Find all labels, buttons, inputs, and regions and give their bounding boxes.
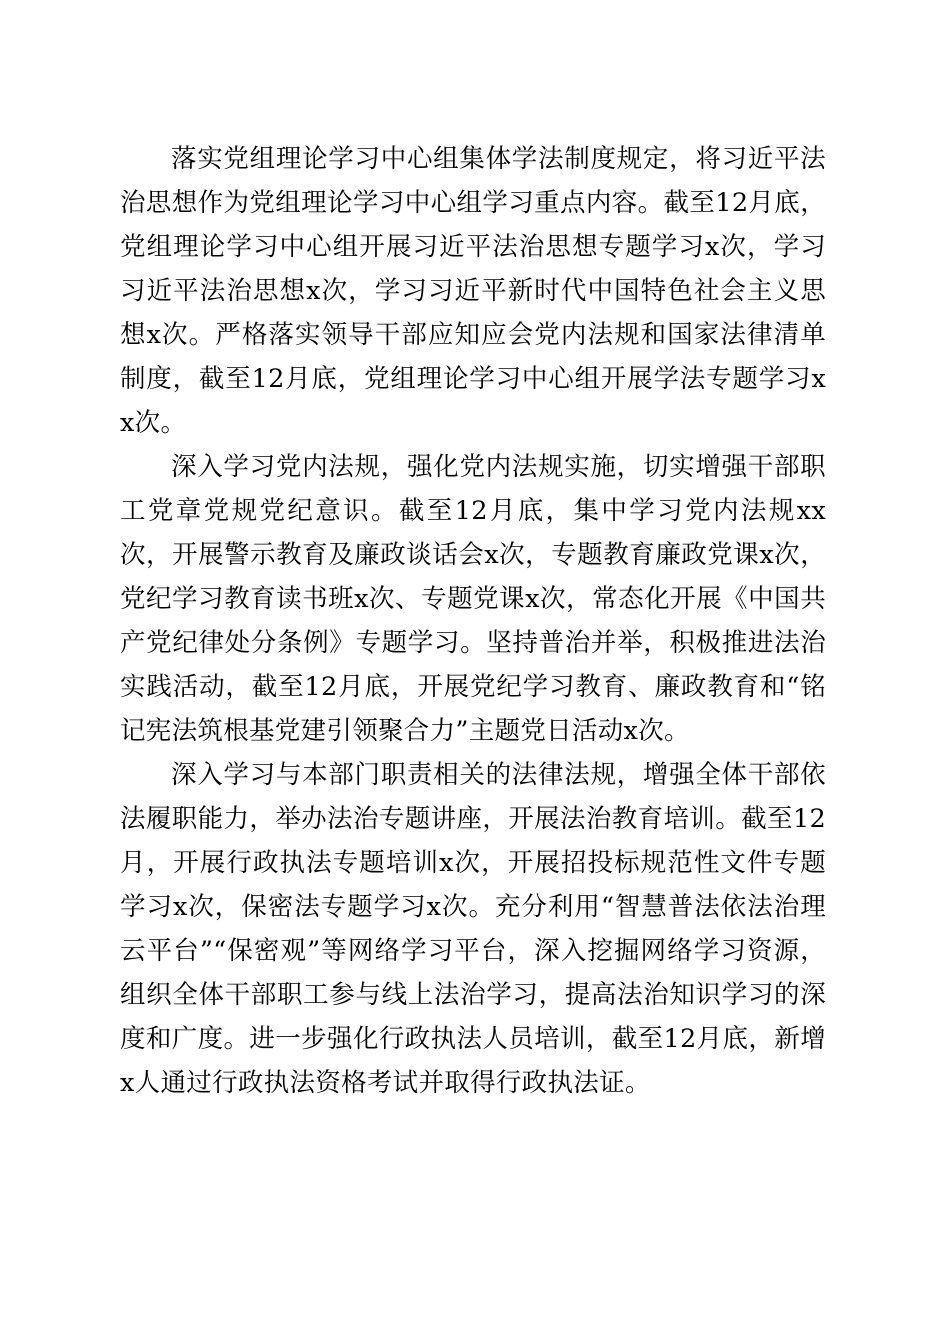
paragraph-party-regulations: 深入学习党内法规，强化党内法规实施，切实增强干部职工党章党规党纪意识。截至12月底，集中学习党内法规xx次，开展警示教育及廉政谈话会x次，专题教育廉政党课x次，党纪学习教育读书班x次、专题党课x次，常态化开展《中国共产党纪律处分条例》专题学习。坚持普治并举，积极推进法治实践活动，截至12月底，开展党纪学习教育、廉政教育和“铭记宪法筑根基党建引领聚合力”主题党日活动x次。 <box>120 452 826 746</box>
paragraph-study-group: 落实党组理论学习中心组集体学法制度规定，将习近平法治思想作为党组理论学习中心组学习重点内容。截至12月底，党组理论学习中心组开展习近平法治思想专题学习x次，学习习近平法治思想x次，学习习近平新时代中国特色社会主义思想x次。严格落实领导干部应知应会党内法规和国家法律清单制度，截至12月底，党组理论学习中心组开展学法专题学习xx次。 <box>120 144 826 438</box>
paragraph-laws-training: 深入学习与本部门职责相关的法律法规，增强全体干部依法履职能力，举办法治专题讲座，开展法治教育培训。截至12月，开展行政执法专题培训x次，开展招投标规范性文件专题学习x次，保密法专题学习x次。充分利用“智慧普法依法治理云平台”“保密观”等网络学习平台，深入挖掘网络学习资源，组织全体干部职工参与线上法治学习，提高法治知识学习的深度和广度。进一步强化行政执法人员培训，截至12月底，新增x人通过行政执法资格考试并取得行政执法证。 <box>120 760 826 1098</box>
document-body <box>120 137 826 1105</box>
